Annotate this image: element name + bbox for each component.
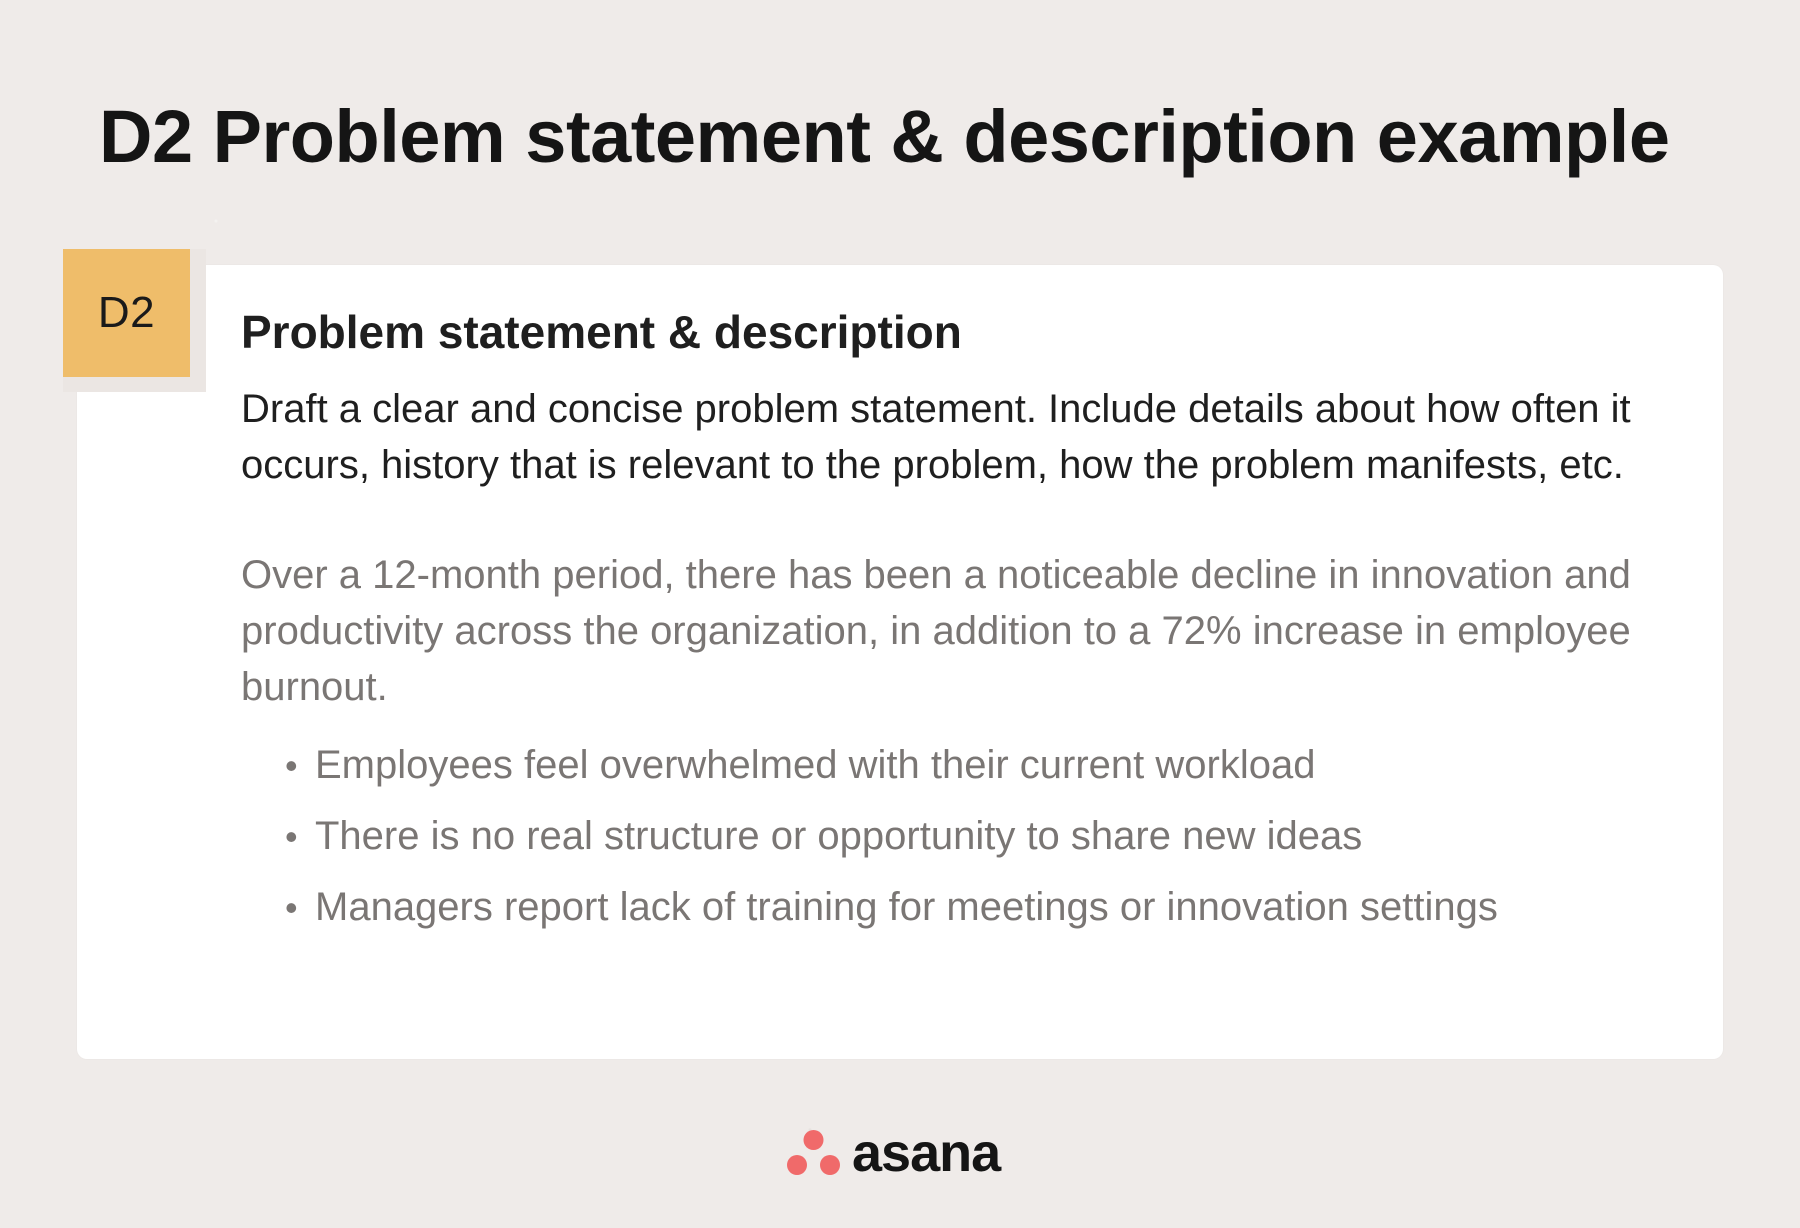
example-paragraph: Over a 12-month period, there has been a noticeable decline in innovation and productivity across the organization, in addition to a 72% increase in employee burnout. [241, 553, 1631, 709]
page-title: D2 Problem statement & description example [99, 95, 1670, 178]
step-tag: D2 [63, 249, 190, 377]
list-item [285, 737, 1661, 794]
bullet-icon: • [285, 887, 298, 928]
bullet-icon: • [285, 816, 298, 857]
section-heading: Problem statement & description [241, 306, 962, 358]
asana-logo [787, 1125, 1000, 1181]
list-item-text: Employees feel overwhelmed with their current workload [315, 743, 1316, 787]
card-content [241, 306, 1661, 950]
section-instructions: Draft a clear and concise problem statement. Include details about how often it occurs, history that is relevant to the problem, how the problem manifests, etc. [241, 387, 1631, 487]
example-bullet-list [285, 737, 1661, 936]
list-item-text: There is no real structure or opportunity to share new ideas [315, 814, 1363, 858]
list-item-text: Managers report lack of training for meetings or innovation settings [315, 885, 1498, 929]
bullet-icon: • [285, 745, 298, 786]
list-item [285, 879, 1661, 936]
brand-name: asana [852, 1123, 1001, 1183]
asana-dots-icon [787, 1130, 840, 1176]
list-item [285, 808, 1661, 865]
